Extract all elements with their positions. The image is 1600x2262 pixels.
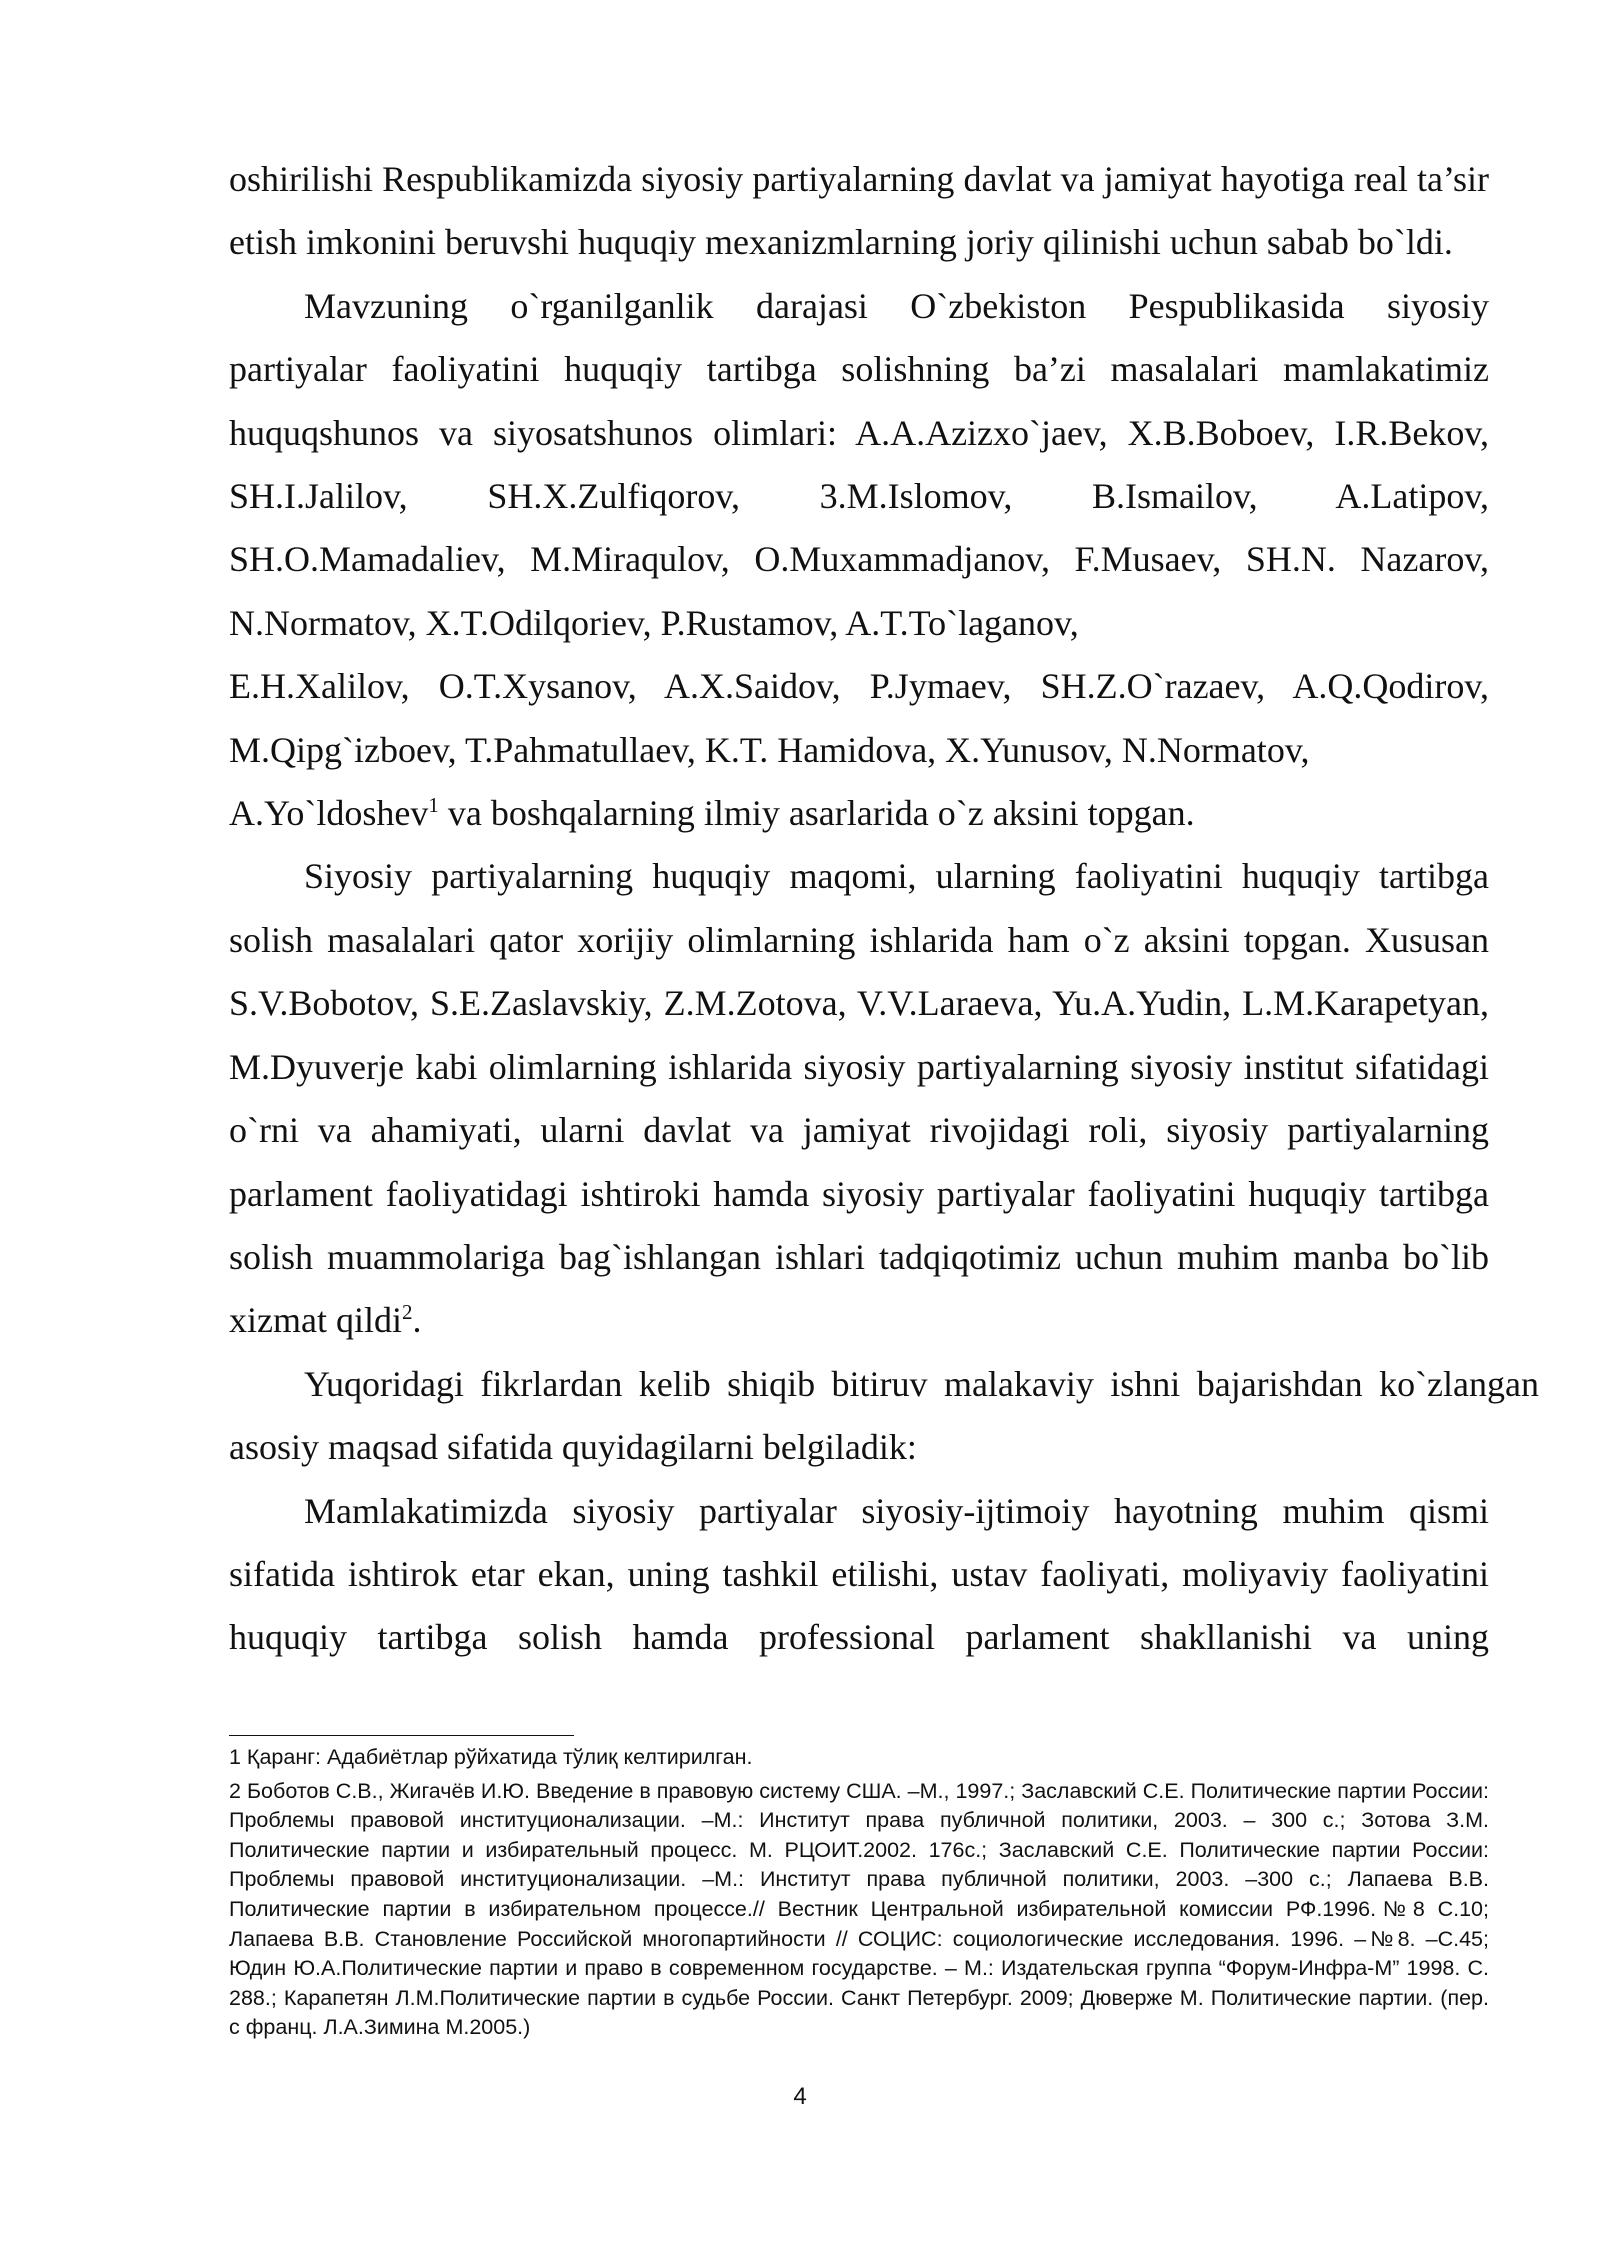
footnote-2: 2 Боботов С.В., Жигачёв И.Ю. Введение в правовую систему США. –М., 1997.; Заславский С.Е. Политические партии России: Проблемы правовой институционализации. –М.: Институт права публичной политики, 2003. – 300 с.; Зотова З.М. Политические партии и избирательный процесс. М. РЦОИТ.2002. 176с.; Заславский С.Е. Политические партии России: Проблемы правовой институционализации. –М.: Институт права публичной политики, 2003. –300 с.; Лапаева В.В. Политические партии в избирательном процессе.// Вестник Центральной избирательной комиссии РФ.1996.№8 С.10; Лапаева В.В. Становление Российской многопартийности // СОЦИС: социологические исследования. 1996. –№8. –С.45; Юдин Ю.А.Политические партии и право в современном государстве. – М.: Издательская группа “Форум-Инфра-М” 1998. С. 288.; Карапетян Л.М.Политические партии в судьбе России. Санкт Петербург. 2009; Дюверже М. Политические партии. (пер. с франц. Л.А.Зимина М.2005.) (229, 1778, 1489, 2040)
author-yoldoshev: A.Yo`ldoshev (229, 793, 429, 834)
page-number: 4 (793, 2083, 807, 2110)
paragraph-5: Mamlakatimizda siyosiy partiyalar siyosiy-ijtimoiy hayotning muhim qismi sifatida ishtirok etar ekan, uning tashkil etilishi, ustav faoliyati, moliyaviy faoliyatini huquqiy tartibga solish hamda professional parlament shakllanishi va uning (229, 1490, 1489, 1658)
paragraph-3 (229, 845, 1489, 1352)
paragraph-3-end: . (412, 1300, 422, 1341)
paragraph-4: Yuqoridagi fikrlardan kelib shiqib bitiruv malakaviy ishni bajarishdan ko`zlangan asosiy maqsad sifatida quyidagilarni belgiladik: (229, 1363, 1539, 1468)
paragraph-2-line-6: N.Normatov, X.T.Odilqoriev, P.Rustamov, A.T.To`laganov, (229, 602, 1079, 643)
footnotes-section (229, 1743, 1489, 2043)
footnote-ref-1[interactable]: 1 (428, 793, 439, 818)
paragraph-2-line-1: Mavzuning o`rganilganlik darajasi O`zbekiston Pespublikasida siyosiy (304, 285, 1489, 326)
paragraph-2-line-4: SH.I.Jalilov, SH.X.Zulfiqorov, 3.M.Islomov, B.Ismailov, A.Latipov, (229, 476, 1489, 517)
paragraph-2-line-5: SH.O.Mamadaliev, M.Miraqulov, O.Muxammadjanov, F.Musaev, SH.N. Nazarov, (229, 539, 1489, 580)
footnote-1: 1 Қаранг: Адабиётлар рўйхатида тўлиқ келтирилган. (229, 1745, 753, 1769)
paragraph-2-line-2: partiyalar faoliyatini huquqiy tartibga solishning ba’zi masalalari mamlakatimiz (229, 349, 1489, 390)
paragraph-2-line-3: huquqshunos va siyosatshunos olimlari: A.A.Azizxo`jaev, X.B.Boboev, I.R.Bekov, (229, 412, 1489, 453)
paragraph-2 (229, 275, 1489, 846)
footnote-ref-2[interactable]: 2 (401, 1300, 413, 1325)
paragraph-2-line-9 (229, 782, 1489, 845)
main-text (229, 148, 1539, 1670)
paragraph-2-line-8: M.Qipg`izboev, T.Pahmatullaev, K.T. Hamidova, X.Yunusov, N.Normatov, (229, 729, 1310, 770)
footnote-separator (229, 1735, 574, 1736)
paragraph-2-tail: va boshqalarning ilmiy asarlarida o`z aksini topgan. (438, 793, 1195, 834)
paragraph-3-text: Siyosiy partiyalarning huquqiy maqomi, ularning faoliyatini huquqiy tartibga solish masalalari qator xorijiy olimlarning ishlarida ham o`z aksini topgan. Xususan S.V.Bobotov, S.E.Zaslavskiy, Z.M.Zotova, V.V.Laraeva, Yu.A.Yudin, L.M.Karapetyan, M.Dyuverje kabi olimlarning ishlarida siyosiy partiyalarning siyosiy institut sifatidagi o`rni va ahamiyati, ularni davlat va jamiyat rivojidagi roli, siyosiy partiyalarning parlament faoliyatidagi ishtiroki hamda siyosiy partiyalar faoliyatini huquqiy tartibga solish muammolariga bag`ishlangan ishlari tadqiqotimiz uchun muhim manba bo`lib xizmat qildi (229, 856, 1489, 1341)
paragraph-1: oshirilishi Respublikamizda siyosiy partiyalarning davlat va jamiyat hayotiga real ta’sir etish imkonini beruvshi huquqiy mexanizmlarning joriy qilinishi uchun sabab bo`ldi. (229, 159, 1489, 263)
paragraph-2-line-7: E.H.Xalilov, O.T.Xysanov, A.X.Saidov, P.Jymaev, SH.Z.O`razaev, A.Q.Qodirov, (229, 666, 1489, 707)
